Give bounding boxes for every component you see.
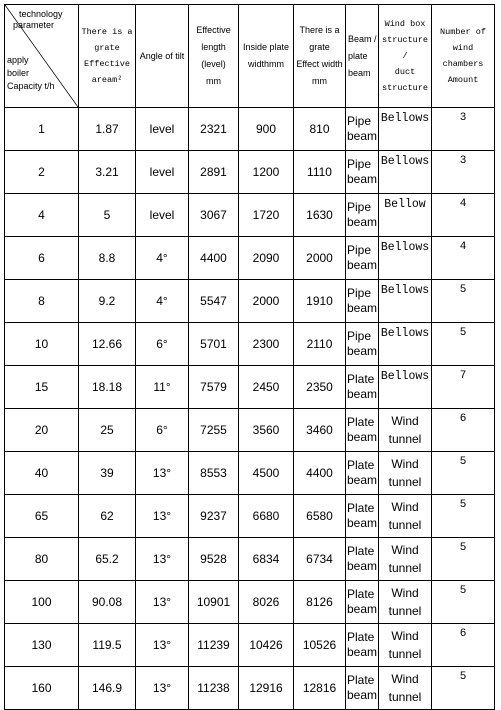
wind-chambers-cell: 4 xyxy=(432,237,495,280)
grate-area-cell: 119.5 xyxy=(79,624,136,667)
header-wind-chambers-line: wind chambers xyxy=(442,43,484,69)
wind-box-cell xyxy=(379,237,432,280)
grate-area-cell: 146.9 xyxy=(79,667,136,710)
wind-box-line: tunnel xyxy=(388,561,422,575)
corner-top-line-1: technology xyxy=(19,9,63,19)
inside-width-cell: 2450 xyxy=(239,366,294,409)
effective-width-cell: 2350 xyxy=(294,366,346,409)
effective-width-cell: 3460 xyxy=(294,409,346,452)
table-row xyxy=(5,409,495,452)
table-row xyxy=(5,108,495,151)
corner-top-label xyxy=(13,9,63,31)
capacity-cell: 6 xyxy=(5,237,79,280)
beam-type-line: beam xyxy=(347,430,378,444)
angle-of-tilt-cell: 4° xyxy=(136,280,189,323)
header-inside-width-line: Inside plate xyxy=(242,42,290,52)
header-effective-width-line: There is a xyxy=(299,25,340,35)
header-wind-box-line: Wind box xyxy=(384,19,426,29)
wind-box-line: Bellows xyxy=(380,241,430,254)
beam-type-line: beam xyxy=(347,258,378,272)
beam-type-line: Plate xyxy=(347,415,375,429)
grate-area-cell: 39 xyxy=(79,452,136,495)
beam-type-line: Pipe xyxy=(347,200,372,214)
beam-type-line: beam xyxy=(347,172,378,186)
grate-area-cell: 25 xyxy=(79,409,136,452)
effective-width-cell: 1110 xyxy=(294,151,346,194)
capacity-cell: 1 xyxy=(5,108,79,151)
angle-of-tilt-cell: level xyxy=(136,151,189,194)
table-row xyxy=(5,151,495,194)
grate-area-cell: 18.18 xyxy=(79,366,136,409)
beam-type-line: beam xyxy=(347,344,378,358)
wind-box-line: Wind xyxy=(391,586,419,600)
wind-box-line: Wind xyxy=(391,500,419,514)
grate-area-cell: 8.8 xyxy=(79,237,136,280)
table-row xyxy=(5,667,495,710)
beam-type-line: beam xyxy=(347,129,378,143)
corner-bottom-label xyxy=(7,54,55,93)
header-effective-width-line: Effect width xyxy=(296,59,343,69)
beam-type-line: beam xyxy=(347,473,378,487)
header-wind-box-line: structure xyxy=(382,83,428,93)
wind-box-line: Wind xyxy=(391,543,419,557)
header-wind-chambers xyxy=(432,5,495,108)
effective-length-cell: 11238 xyxy=(189,667,239,710)
corner-bottom-line-2: boiler xyxy=(7,68,30,78)
beam-type-line: Pipe xyxy=(347,114,372,128)
angle-of-tilt-cell: 6° xyxy=(136,323,189,366)
wind-box-line: Wind xyxy=(391,672,419,686)
wind-box-line: Bellows xyxy=(380,112,430,125)
effective-length-cell: 7255 xyxy=(189,409,239,452)
header-beam xyxy=(346,5,379,108)
beam-type-line: beam xyxy=(347,688,378,702)
angle-of-tilt-cell: 13° xyxy=(136,452,189,495)
angle-of-tilt-cell: 13° xyxy=(136,538,189,581)
wind-box-cell xyxy=(379,108,432,151)
wind-box-line: Bellow xyxy=(384,198,426,211)
beam-type-cell xyxy=(346,280,379,323)
wind-box-cell xyxy=(379,323,432,366)
wind-chambers-cell: 4 xyxy=(432,194,495,237)
table-row xyxy=(5,366,495,409)
table-row xyxy=(5,280,495,323)
angle-of-tilt-cell: 13° xyxy=(136,667,189,710)
beam-type-cell xyxy=(346,366,379,409)
capacity-cell: 40 xyxy=(5,452,79,495)
beam-type-line: beam xyxy=(347,301,378,315)
effective-width-cell: 6734 xyxy=(294,538,346,581)
grate-area-cell: 5 xyxy=(79,194,136,237)
beam-type-line: Pipe xyxy=(347,243,372,257)
effective-length-cell: 10901 xyxy=(189,581,239,624)
table-row xyxy=(5,194,495,237)
wind-chambers-cell: 3 xyxy=(432,108,495,151)
effective-width-cell: 2000 xyxy=(294,237,346,280)
effective-length-cell: 8553 xyxy=(189,452,239,495)
beam-type-cell xyxy=(346,538,379,581)
angle-of-tilt-cell: level xyxy=(136,108,189,151)
beam-type-cell xyxy=(346,452,379,495)
wind-chambers-cell: 5 xyxy=(432,495,495,538)
wind-box-cell xyxy=(379,151,432,194)
header-effective-width-line: mm xyxy=(312,76,327,86)
inside-width-cell: 1720 xyxy=(239,194,294,237)
grate-area-cell: 1.87 xyxy=(79,108,136,151)
beam-type-cell xyxy=(346,624,379,667)
effective-width-cell: 12816 xyxy=(294,667,346,710)
beam-type-cell xyxy=(346,237,379,280)
inside-width-cell: 2300 xyxy=(239,323,294,366)
header-grate-area-line: aream² xyxy=(91,75,123,85)
capacity-cell: 130 xyxy=(5,624,79,667)
header-effective-width-line: grate xyxy=(309,42,330,52)
grate-area-cell: 65.2 xyxy=(79,538,136,581)
grate-area-cell: 62 xyxy=(79,495,136,538)
wind-chambers-cell: 5 xyxy=(432,323,495,366)
table-row xyxy=(5,452,495,495)
effective-length-cell: 4400 xyxy=(189,237,239,280)
effective-width-cell: 2110 xyxy=(294,323,346,366)
angle-of-tilt-cell: 13° xyxy=(136,624,189,667)
effective-length-cell: 5701 xyxy=(189,323,239,366)
inside-width-cell: 12916 xyxy=(239,667,294,710)
effective-width-cell: 8126 xyxy=(294,581,346,624)
effective-length-cell: 7579 xyxy=(189,366,239,409)
boiler-grate-table xyxy=(4,4,495,710)
wind-chambers-cell: 5 xyxy=(432,280,495,323)
grate-area-cell: 12.66 xyxy=(79,323,136,366)
inside-width-cell: 6680 xyxy=(239,495,294,538)
header-wind-box-line: duct xyxy=(394,67,416,77)
header-effective-length xyxy=(189,5,239,108)
beam-type-line: Pipe xyxy=(347,329,372,343)
wind-box-line: Bellows xyxy=(380,370,430,383)
wind-chambers-cell: 5 xyxy=(432,581,495,624)
header-effective-length-line: mm xyxy=(206,76,221,86)
wind-chambers-cell: 5 xyxy=(432,452,495,495)
corner-top-line-2: parameter xyxy=(13,20,55,30)
wind-box-cell xyxy=(379,409,432,452)
wind-box-cell xyxy=(379,194,432,237)
capacity-cell: 8 xyxy=(5,280,79,323)
beam-type-cell xyxy=(346,409,379,452)
inside-width-cell: 2000 xyxy=(239,280,294,323)
beam-type-line: beam xyxy=(347,602,378,616)
beam-type-line: Plate xyxy=(347,501,375,515)
angle-of-tilt-cell: level xyxy=(136,194,189,237)
beam-type-cell xyxy=(346,581,379,624)
beam-type-line: Plate xyxy=(347,372,375,386)
angle-of-tilt-cell: 4° xyxy=(136,237,189,280)
beam-type-cell xyxy=(346,667,379,710)
inside-width-cell: 2090 xyxy=(239,237,294,280)
beam-type-cell xyxy=(346,323,379,366)
inside-width-cell: 8026 xyxy=(239,581,294,624)
beam-type-line: Plate xyxy=(347,587,375,601)
header-wind-chambers-line: Amount xyxy=(447,75,479,85)
beam-type-line: Plate xyxy=(347,458,375,472)
wind-box-line: Wind xyxy=(391,414,419,428)
grate-area-cell: 90.08 xyxy=(79,581,136,624)
wind-box-cell xyxy=(379,538,432,581)
beam-type-line: Plate xyxy=(347,630,375,644)
wind-chambers-cell: 7 xyxy=(432,366,495,409)
wind-box-cell xyxy=(379,366,432,409)
header-effective-length-line: (level) xyxy=(201,59,226,69)
effective-width-cell: 4400 xyxy=(294,452,346,495)
effective-length-cell: 3067 xyxy=(189,194,239,237)
inside-width-cell: 3560 xyxy=(239,409,294,452)
effective-width-cell: 1910 xyxy=(294,280,346,323)
capacity-cell: 10 xyxy=(5,323,79,366)
corner-header-cell xyxy=(5,5,79,108)
header-angle-of-tilt-label: Angle of tilt xyxy=(139,50,185,61)
angle-of-tilt-cell: 6° xyxy=(136,409,189,452)
wind-chambers-cell: 5 xyxy=(432,538,495,581)
header-wind-chambers-line: Number of xyxy=(440,27,486,37)
wind-box-line: Bellows xyxy=(380,327,430,340)
effective-length-cell: 2891 xyxy=(189,151,239,194)
wind-chambers-cell: 3 xyxy=(432,151,495,194)
beam-type-cell xyxy=(346,151,379,194)
effective-width-cell: 1630 xyxy=(294,194,346,237)
wind-box-line: Bellows xyxy=(380,284,430,297)
beam-type-line: Plate xyxy=(347,673,375,687)
angle-of-tilt-cell: 13° xyxy=(136,581,189,624)
header-beam-line: Beam / xyxy=(348,33,377,44)
effective-length-cell: 9528 xyxy=(189,538,239,581)
table-row xyxy=(5,237,495,280)
beam-type-cell xyxy=(346,108,379,151)
wind-box-line: Wind xyxy=(391,457,419,471)
wind-box-line: Wind xyxy=(391,629,419,643)
header-grate-area-line: grate xyxy=(94,43,120,53)
effective-length-cell: 11239 xyxy=(189,624,239,667)
effective-length-cell: 2321 xyxy=(189,108,239,151)
header-beam-line: plate xyxy=(348,50,368,61)
wind-box-cell xyxy=(379,581,432,624)
corner-bottom-line-3: Capacity t/h xyxy=(7,81,55,91)
angle-of-tilt-cell: 13° xyxy=(136,495,189,538)
header-row xyxy=(5,5,495,108)
capacity-cell: 80 xyxy=(5,538,79,581)
effective-width-cell: 6580 xyxy=(294,495,346,538)
header-grate-area-line: There is a xyxy=(81,27,133,37)
inside-width-cell: 4500 xyxy=(239,452,294,495)
wind-box-line: Bellows xyxy=(380,155,430,168)
wind-box-cell xyxy=(379,280,432,323)
grate-area-cell: 3.21 xyxy=(79,151,136,194)
beam-type-line: beam xyxy=(347,215,378,229)
beam-type-line: beam xyxy=(347,645,378,659)
header-grate-area xyxy=(79,5,136,108)
header-effective-length-line: Effective xyxy=(196,25,231,35)
wind-box-line: tunnel xyxy=(388,518,422,532)
header-effective-width xyxy=(294,5,346,108)
capacity-cell: 4 xyxy=(5,194,79,237)
wind-box-line: tunnel xyxy=(388,604,422,618)
wind-chambers-cell: 6 xyxy=(432,624,495,667)
beam-type-line: Plate xyxy=(347,544,375,558)
beam-type-line: beam xyxy=(347,516,378,530)
table-body xyxy=(5,108,495,710)
header-inside-width-line: widthmm xyxy=(247,59,284,69)
beam-type-line: Pipe xyxy=(347,157,372,171)
beam-type-cell xyxy=(346,194,379,237)
angle-of-tilt-cell: 11° xyxy=(136,366,189,409)
header-inside-plate-width xyxy=(239,5,294,108)
inside-width-cell: 6834 xyxy=(239,538,294,581)
capacity-cell: 65 xyxy=(5,495,79,538)
wind-chambers-cell: 5 xyxy=(432,667,495,710)
beam-type-cell xyxy=(346,495,379,538)
grate-area-cell: 9.2 xyxy=(79,280,136,323)
capacity-cell: 15 xyxy=(5,366,79,409)
inside-width-cell: 900 xyxy=(239,108,294,151)
header-beam-line: beam xyxy=(348,67,371,78)
wind-chambers-cell: 6 xyxy=(432,409,495,452)
header-angle-of-tilt xyxy=(136,5,189,108)
wind-box-cell xyxy=(379,452,432,495)
capacity-cell: 20 xyxy=(5,409,79,452)
wind-box-line: tunnel xyxy=(388,432,422,446)
capacity-cell: 160 xyxy=(5,667,79,710)
wind-box-cell xyxy=(379,495,432,538)
table-row xyxy=(5,323,495,366)
effective-width-cell: 10526 xyxy=(294,624,346,667)
wind-box-line: tunnel xyxy=(388,690,422,704)
table-row xyxy=(5,581,495,624)
header-effective-length-line: length xyxy=(201,42,226,52)
header-wind-box xyxy=(379,5,432,108)
effective-length-cell: 5547 xyxy=(189,280,239,323)
table-row xyxy=(5,495,495,538)
inside-width-cell: 1200 xyxy=(239,151,294,194)
table-row xyxy=(5,538,495,581)
inside-width-cell: 10426 xyxy=(239,624,294,667)
wind-box-cell xyxy=(379,624,432,667)
capacity-cell: 2 xyxy=(5,151,79,194)
wind-box-line: tunnel xyxy=(388,475,422,489)
header-wind-box-line: structure / xyxy=(382,35,428,61)
beam-type-line: beam xyxy=(347,559,378,573)
beam-type-line: Pipe xyxy=(347,286,372,300)
corner-bottom-line-1: apply xyxy=(7,55,29,65)
capacity-cell: 100 xyxy=(5,581,79,624)
effective-length-cell: 9237 xyxy=(189,495,239,538)
table-row xyxy=(5,624,495,667)
beam-type-line: beam xyxy=(347,387,378,401)
effective-width-cell: 810 xyxy=(294,108,346,151)
wind-box-line: tunnel xyxy=(388,647,422,661)
wind-box-cell xyxy=(379,667,432,710)
header-grate-area-line: Effective xyxy=(84,59,130,69)
